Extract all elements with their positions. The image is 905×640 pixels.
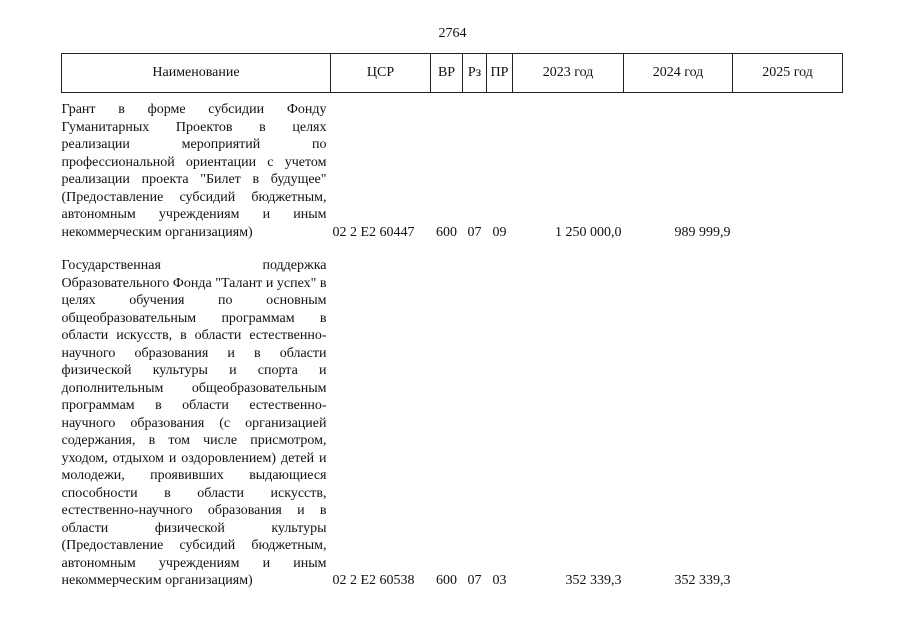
budget-table [61,53,843,590]
row-2025 [733,93,843,242]
row-2023: 1 250 000,0 [555,224,622,240]
row-2025 [733,249,843,590]
row-2023: 352 339,3 [565,573,622,588]
header-vr: ВР [431,54,463,93]
header-pr: ПР [487,54,513,93]
header-name: Наименование [62,54,331,93]
row-pr: 03 [492,573,507,588]
header-2023: 2023 год [513,54,624,93]
row-2024: 352 339,3 [674,573,731,588]
row-pr: 09 [492,224,507,240]
header-row [62,54,843,93]
row-rz: 07 [467,573,482,588]
row-name: Государственная поддержка Образовательного Фонда "Талант и успех" в целях обучения по основным общеобразовательным программам в области искусств, в области естественно-научного образования и в области физической культуры и спорта и дополнительным общеобразовательным программам в области естественно-научного образования (с организацией содержания, в том числе присмотром, уходом, отдыхом и оздоровлением) детей и молодежи, проявивших выдающиеся способности в области искусств, естественно-научного образования и в области физической культуры (Предоставление субсидий бюджетным, автономным учреждениям и иным некоммерческим организациям) [61,258,327,588]
row-csr: 02 2 Е2 60447 [332,224,415,240]
row-spacer [62,241,843,249]
header-csr: ЦСР [331,54,431,93]
table-row [62,93,843,242]
row-2024: 989 999,9 [674,224,731,240]
header-2024: 2024 год [624,54,733,93]
row-name: Грант в форме субсидии Фонду Гуманитарных Проектов в целях реализации мероприятий по профессиональной ориентации с учетом реализации проекта "Билет в будущее" (Предоставление субсидий бюджетным, автономным учреждениям и иным некоммерческим организациям) [61,102,327,240]
row-csr: 02 2 Е2 60538 [332,573,415,588]
table-row [62,249,843,590]
row-rz: 07 [467,224,482,240]
page-number: 2764 [438,26,467,41]
header-2025: 2025 год [733,54,843,93]
header-rz: Рз [463,54,487,93]
row-vr: 600 [436,224,457,240]
row-vr: 600 [436,573,457,588]
